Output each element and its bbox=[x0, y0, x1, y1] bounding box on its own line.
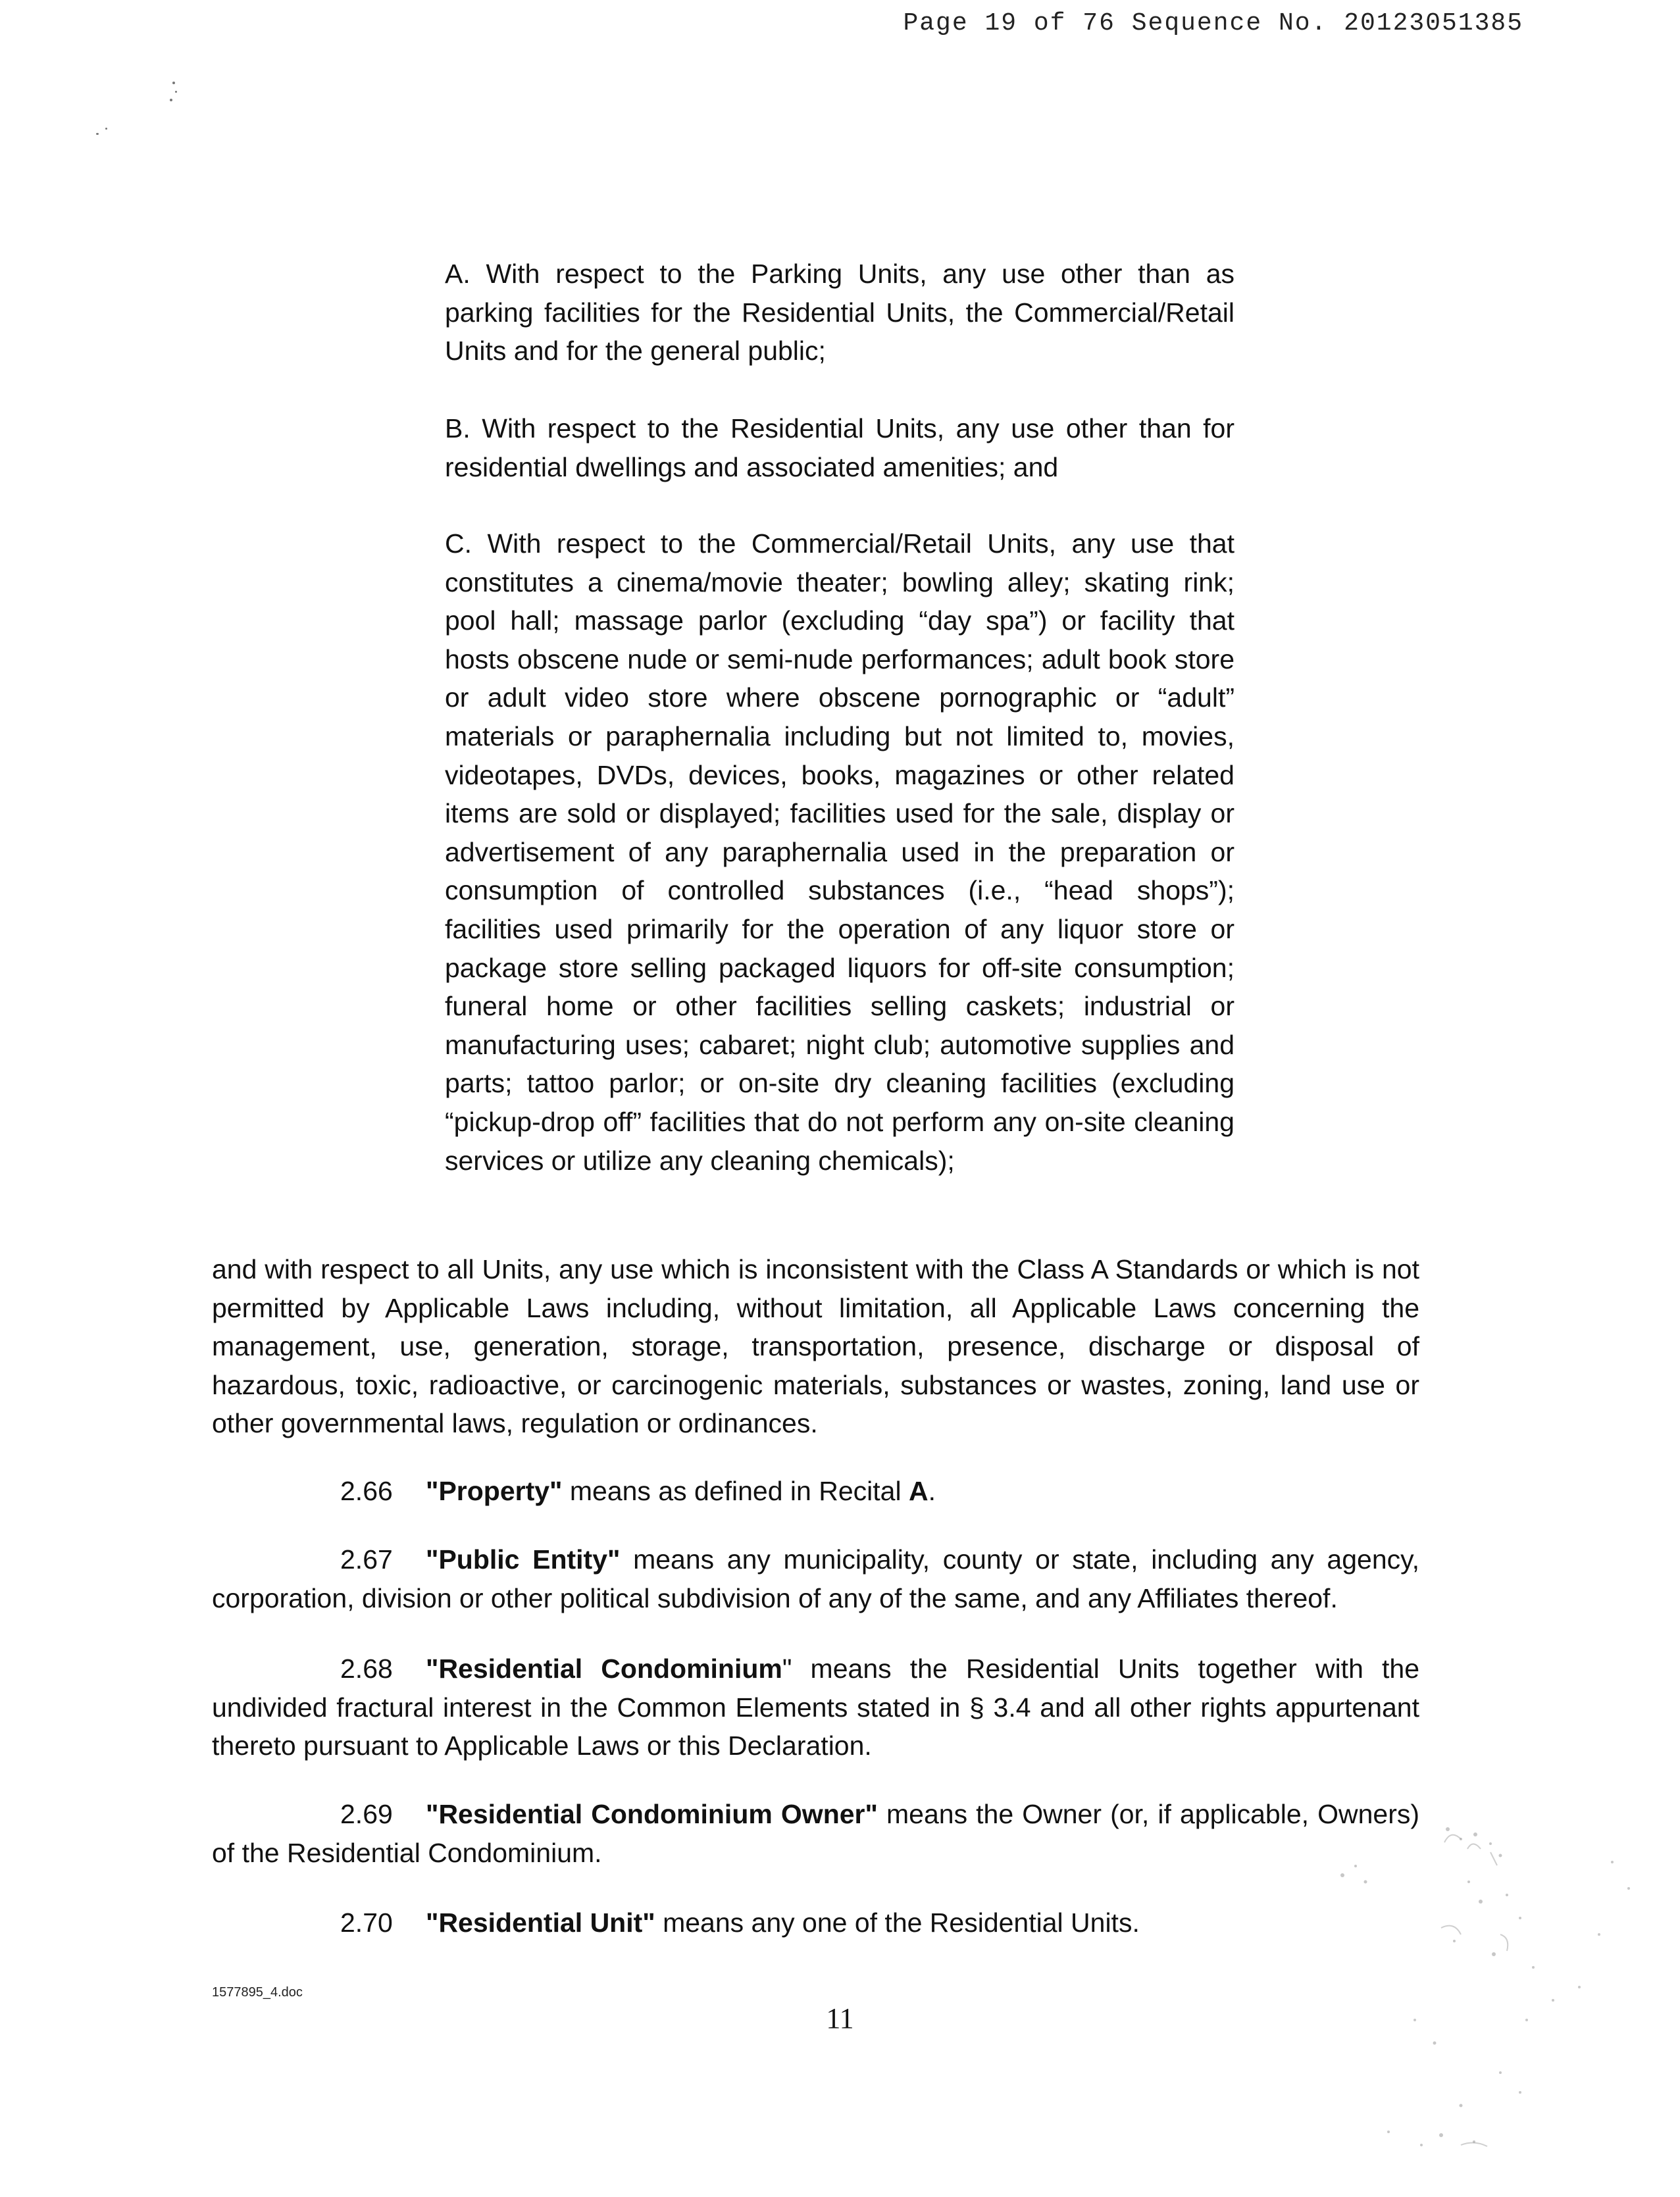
definition-number: 2.68 bbox=[340, 1654, 393, 1684]
subparagraph-a: A. With respect to the Parking Units, any use other than as parking facilities for the Residential Units, the Commercial/Retail Units and for the general public; bbox=[445, 259, 1235, 366]
page-number: 11 bbox=[826, 2002, 854, 2034]
definition-number: 2.70 bbox=[340, 1907, 393, 1938]
definition-text: means as defined in Recital bbox=[562, 1476, 909, 1506]
definition-2-68 bbox=[212, 1650, 1419, 1765]
definition-number: 2.66 bbox=[340, 1476, 393, 1506]
definition-number: 2.69 bbox=[340, 1799, 393, 1829]
subparagraph-c: C. With respect to the Commercial/Retail Units, any use that constitutes a cinema/movie theater; bowling alley; skating rink; pool hall; massage parlor (excluding “day spa”) or facility that hosts obscene nude or semi-nude performances; adult book store or adult video store where obscene pornographic or “adult” materials or paraphernalia including but not limited to, movies, videotapes, DVDs, devices, books, magazines or other related items are sold or displayed; facilities used for the sale, display or advertisement of any paraphernalia used in the preparation or consumption of controlled substances (i.e., “head shops”); facilities used primarily for the operation of any liquor store or package store selling packaged liquors for off-site consumption; funeral home or other facilities selling caskets; industrial or manufacturing uses; cabaret; night club; automotive supplies and parts; tattoo parlor; or on-site dry cleaning facilities (excluding “pickup-drop off” facilities that do not perform any on-site cleaning services or utilize any cleaning chemicals); bbox=[445, 528, 1235, 1176]
scan-speck bbox=[96, 133, 99, 135]
scan-speck bbox=[175, 91, 177, 93]
definition-2-70 bbox=[212, 1904, 1419, 1942]
scan-speck bbox=[170, 99, 172, 101]
document-id: 1577895_4.doc bbox=[212, 1985, 303, 2000]
sequence-header: Page 19 of 76 Sequence No. 20123051385 bbox=[903, 9, 1523, 38]
definition-2-69 bbox=[212, 1795, 1419, 1872]
definition-term: "Residential Condominium bbox=[426, 1654, 782, 1684]
definition-number: 2.67 bbox=[340, 1544, 393, 1575]
definition-text: means any municipality, county or state, including any agency, corporation, division or other political subdivision of any of the same, and any Affiliates thereof. bbox=[212, 1544, 1419, 1613]
definition-2-66 bbox=[212, 1472, 1419, 1511]
definition-tail: . bbox=[928, 1476, 936, 1506]
definition-term: "Residential Condominium Owner" bbox=[426, 1799, 878, 1829]
definition-term: "Residential Unit" bbox=[426, 1907, 655, 1938]
definition-term: "Property" bbox=[426, 1476, 563, 1506]
definition-2-67 bbox=[212, 1540, 1419, 1617]
definition-text: " means the Residential Units together with the undivided fractural interest in the Common Elements stated in § 3.4 and all other rights appurtenant thereto pursuant to Applicable Laws or this Declaration. bbox=[212, 1654, 1419, 1761]
closing-paragraph: and with respect to all Units, any use which is inconsistent with the Class A Standards or which is not permitted by Applicable Laws including, without limitation, all Applicable Laws concerning the management, use, generation, storage, transportation, presence, discharge or disposal of hazardous, toxic, radioactive, or carcinogenic materials, substances or wastes, zoning, land use or other governmental laws, regulation or ordinances. bbox=[212, 1254, 1419, 1439]
subparagraph-b: B. With respect to the Residential Units, any use other than for residential dwellings and associated amenities; and bbox=[445, 413, 1235, 482]
scan-speck bbox=[172, 82, 175, 84]
definition-text: means the Owner (or, if applicable, Owners) of the Residential Condominium. bbox=[212, 1799, 1420, 1868]
definition-text: means any one of the Residential Units. bbox=[655, 1907, 1140, 1938]
definition-term: "Public Entity" bbox=[426, 1544, 621, 1575]
scan-speck bbox=[105, 128, 107, 130]
definition-ref: A bbox=[908, 1476, 929, 1506]
faded-stamp-mark bbox=[1303, 1803, 1645, 2171]
